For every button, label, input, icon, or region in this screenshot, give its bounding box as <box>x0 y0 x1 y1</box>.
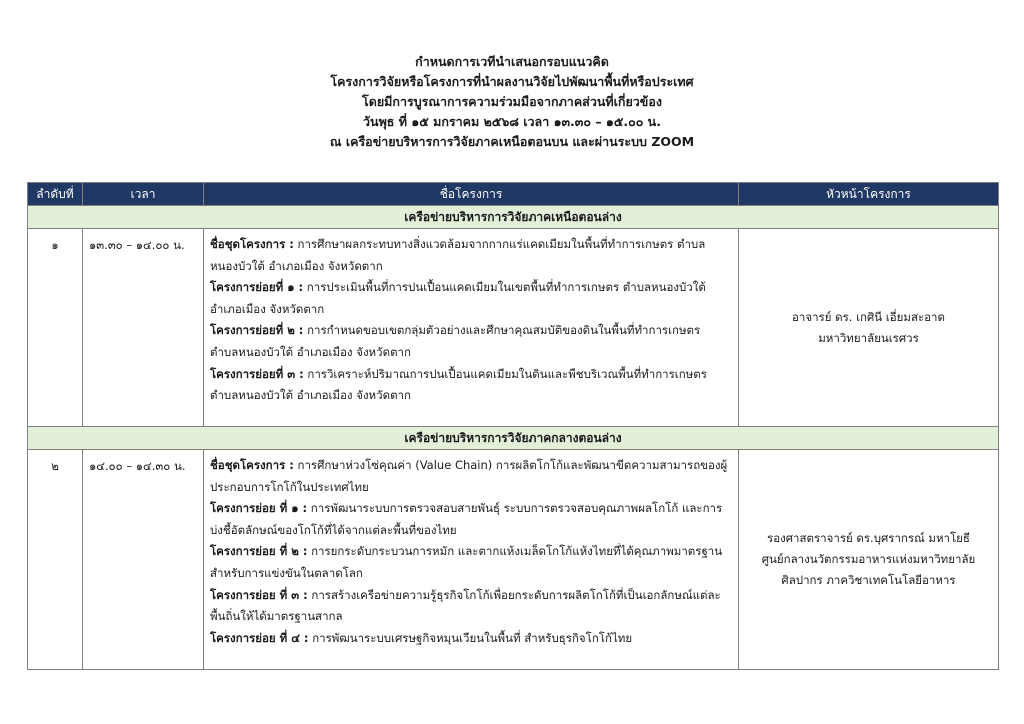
project-item <box>210 455 730 498</box>
project-text: การพัฒนาระบบเศรษฐกิจหมุนเวียนในพื้นที่ สำหรับธุรกิจโกโก้ไทย <box>308 630 633 645</box>
row-time: ๑๓.๓๐ – ๑๔.๐๐ น. <box>83 229 204 427</box>
header-title: กำหนดการเวทีนำเสนอกรอบแนวคิด <box>415 54 609 69</box>
lead-affiliation: ศูนย์กลางนวัตกรรมอาหารแห่งมหาวิทยาลัยศิลปากร ภาควิชาเทคโนโลยีอาหาร <box>761 552 976 587</box>
lead-affiliation: มหาวิทยาลัยนเรศวร <box>818 330 919 345</box>
project-text: การศึกษาห่วงโซ่คุณค่า (Value Chain) การผลิตโกโก้และพัฒนาขีดความสามารถของผู้ประกอบการโกโก้ในประเทศไทย <box>210 458 728 494</box>
project-label: โครงการย่อยที่ ๒ : <box>210 323 304 338</box>
col-header-order: ลำดับที่ <box>28 183 83 206</box>
schedule-table <box>27 182 999 670</box>
section-title-1: เครือข่ายบริหารการวิจัยภาคเหนือตอนล่าง <box>28 206 999 229</box>
project-text: การศึกษาผลกระทบทางสิ่งแวดล้อมจากกากแร่แคดเมียมในพื้นที่ทำการเกษตร ตำบลหนองบัวใต้ อำเภอเมือง จังหวัดตาก <box>210 237 706 273</box>
table-row <box>28 229 999 427</box>
project-item <box>210 320 730 363</box>
lead-cell <box>739 450 999 670</box>
project-text: การกำหนดขอบเขตกลุ่มตัวอย่างและศึกษาคุณสมบัติของดินในพื้นที่ทำการเกษตร ตำบลหนองบัวใต้ อำเภอเมือง จังหวัดตาก <box>210 323 701 359</box>
project-item <box>210 498 730 541</box>
project-text: การสร้างเครือข่ายความรู้ธุรกิจโกโก้เพื่อยกระดับการผลิตโกโก้ที่เป็นเอกลักษณ์แต่ละพื้นถิ่นให้ได้มาตรฐานสากล <box>210 587 721 624</box>
project-item <box>210 234 730 277</box>
project-text: การประเมินพื้นที่การปนเปื้อนแคดเมียมในเขตพื้นที่ทำการเกษตร ตำบลหนองบัวใต้ อำเภอเมือง จังหวัดตาก <box>210 280 706 316</box>
row-time: ๑๔.๐๐ – ๑๔.๓๐ น. <box>83 450 204 670</box>
table-row <box>28 450 999 670</box>
project-item <box>210 277 730 320</box>
section-title-2: เครือข่ายบริหารการวิจัยภาคกลางตอนล่าง <box>28 427 999 450</box>
lead-name: รองศาสตราจารย์ ดร.บุศรากรณ์ มหาโยธี <box>767 531 970 545</box>
project-label: โครงการย่อย ที่ ๑ : <box>210 501 308 516</box>
project-label: โครงการย่อย ที่ ๓ : <box>210 587 308 602</box>
lead-name: อาจารย์ ดร. เกศินี เอี่ยมสะอาด <box>792 309 945 324</box>
section-row-2 <box>28 427 999 450</box>
project-item <box>210 585 730 628</box>
project-cell <box>204 450 739 670</box>
lead-cell <box>739 229 999 427</box>
project-text: การยกระดับกระบวนการหมัก และตากแห้งเมล็ดโกโก้แห้งไทยที่ได้คุณภาพมาตรฐานสำหรับการแข่งขันในตลาดโลก <box>210 544 723 580</box>
col-header-time: เวลา <box>83 183 204 206</box>
row-number: ๑ <box>28 229 83 427</box>
project-item <box>210 364 730 407</box>
project-label: ชื่อชุดโครงการ : <box>210 237 294 251</box>
project-item <box>210 541 730 584</box>
header-subtitle: โดยมีการบูรณาการความร่วมมือจากภาคส่วนที่เกี่ยวข้อง <box>362 94 662 109</box>
project-text: การวิเคราะห์ปริมาณการปนเปื้อนแคดเมียมในดินและพืชบริเวณพื้นที่ทำการเกษตร ตำบลหนองบัวใต้ อำเภอเมือง จังหวัดตาก <box>210 366 707 403</box>
project-label: ชื่อชุดโครงการ : <box>210 458 294 472</box>
header-program: โครงการวิจัยหรือโครงการที่นำผลงานวิจัยไปพัฒนาพื้นที่หรือประเทศ <box>330 74 694 89</box>
project-label: โครงการย่อยที่ ๓ : <box>210 366 304 381</box>
table-header-row <box>28 183 999 206</box>
col-header-project: ชื่อโครงการ <box>204 183 739 206</box>
project-label: โครงการย่อยที่ ๑ : <box>210 280 304 295</box>
document-header <box>0 52 1024 152</box>
header-venue: ณ เครือข่ายบริหารการวิจัยภาคเหนือตอนบน และผ่านระบบ ZOOM <box>329 134 695 149</box>
col-header-lead: หัวหน้าโครงการ <box>739 183 999 206</box>
project-text: การพัฒนาระบบการตรวจสอบสายพันธุ์ ระบบการตรวจสอบคุณภาพผลโกโก้ และการบ่งชี้อัตลักษณ์ของโกโก้ที่ได้จากแต่ละพื้นที่ของไทย <box>210 501 723 537</box>
project-label: โครงการย่อย ที่ ๒ : <box>210 544 308 559</box>
project-cell <box>204 229 739 427</box>
project-item <box>210 628 730 650</box>
section-row-1 <box>28 206 999 229</box>
header-date: วันพุธ ที่ ๑๕ มกราคม ๒๕๖๘ เวลา ๑๓.๓๐ – ๑๕.๐๐ น. <box>363 114 661 129</box>
row-number: ๒ <box>28 450 83 670</box>
project-label: โครงการย่อย ที่ ๔ : <box>210 630 309 645</box>
